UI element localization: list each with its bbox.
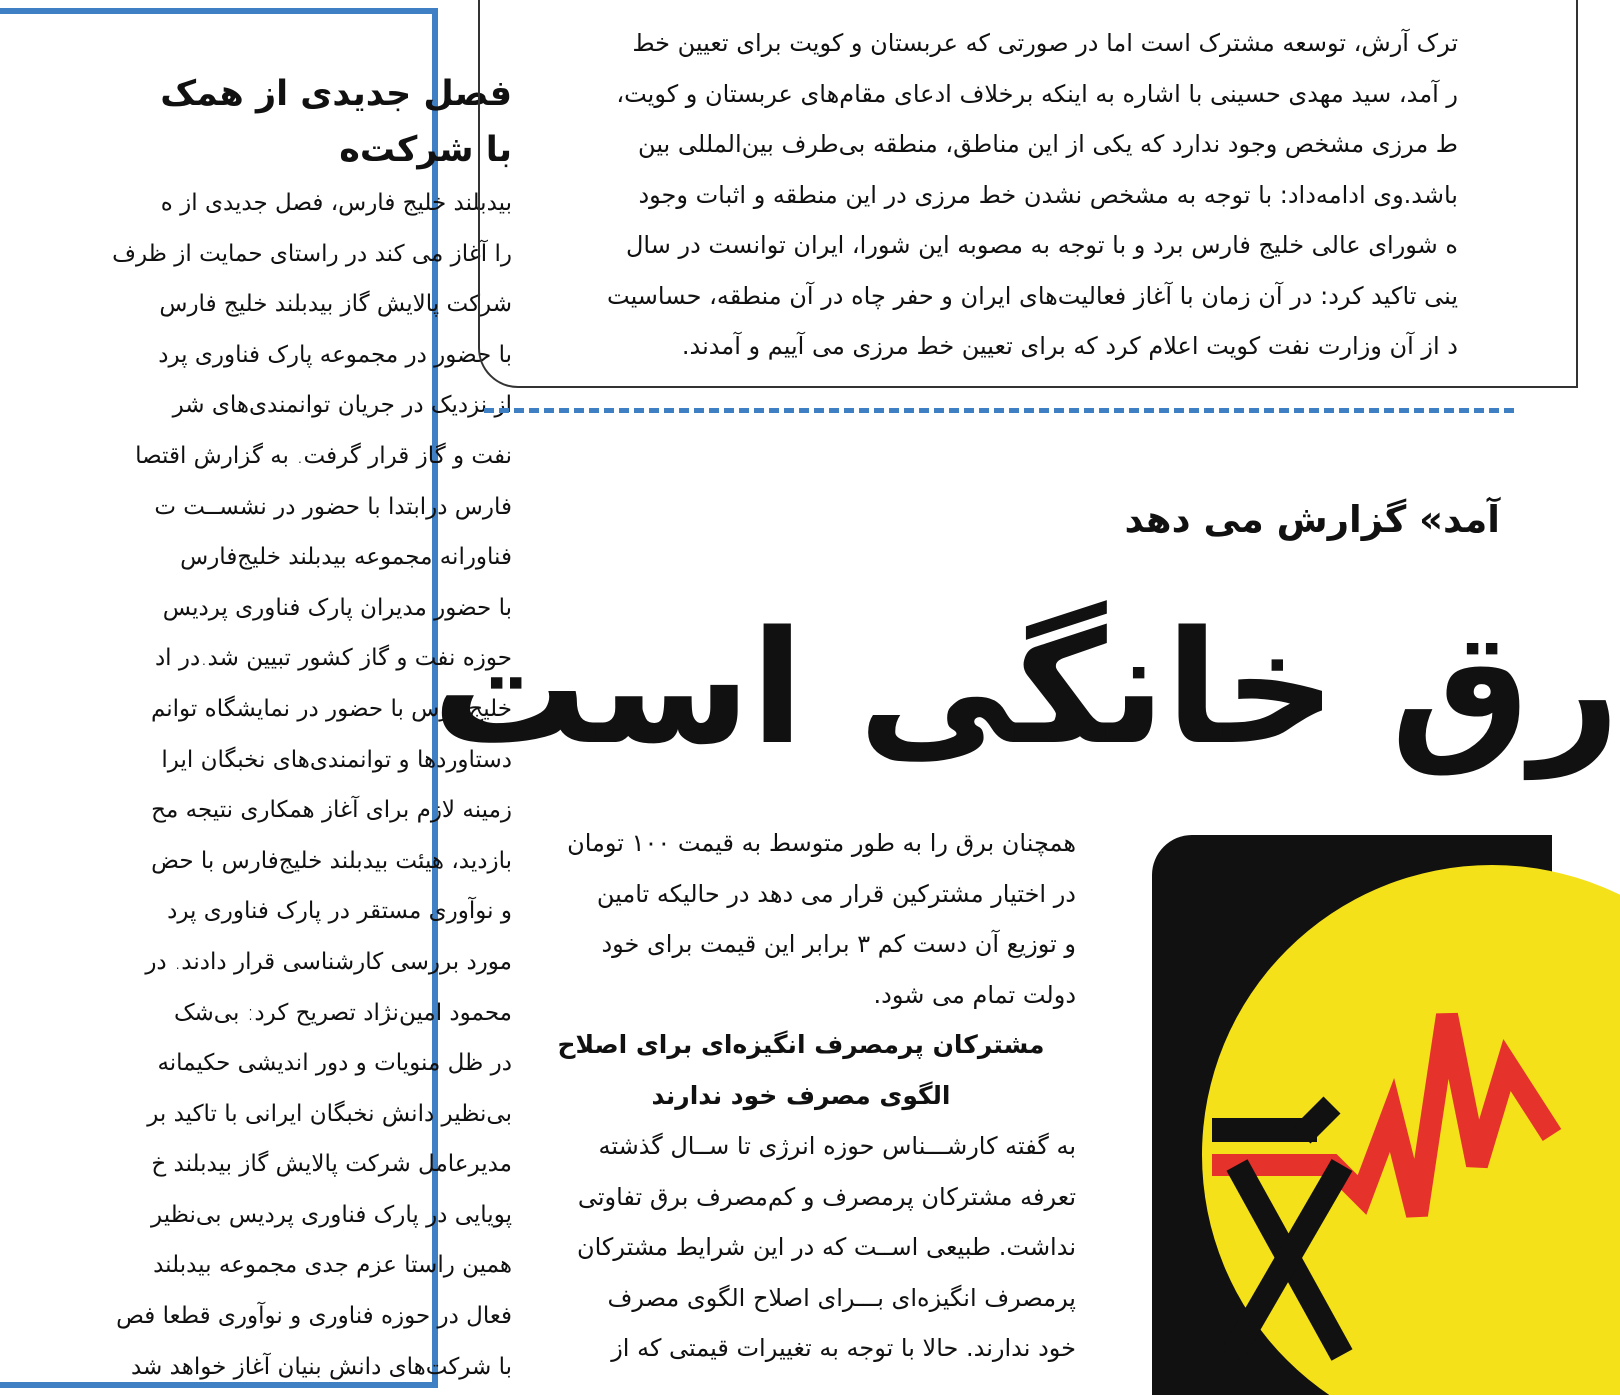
article-headline: رق خانگی است — [431, 597, 1620, 779]
main-article — [486, 818, 1076, 1374]
article-intro-line: دولت تمام می شود. — [873, 980, 1076, 1009]
side-news-title-line-2: با شرکت‌ه — [339, 130, 512, 170]
side-news-line: با شرکت‌های دانش بنیان آغاز خواهد شد — [130, 1353, 512, 1380]
side-news-title-line-1: فصل جدیدی از همک — [160, 74, 512, 114]
top-article-line: باشد.وی ادامه‌داد: با توجه به مشخص نشدن خط مرزی در این منطقه و اثبات وجود — [638, 180, 1458, 209]
side-news-line: مورد بررسی کارشناسی قرار دادند. در — [145, 948, 512, 975]
power-logo-icon — [1152, 835, 1552, 1395]
article-body-line: پرمصرف انگیزه‌ای بـــرای اصلاح الگوی مصرف — [607, 1283, 1076, 1312]
side-news-box — [0, 8, 512, 1388]
top-article-box — [478, 0, 1578, 388]
top-article-line: ترک آرش، توسعه مشترک است اما در صورتی که عربستان و کویت برای تعیین خط — [632, 29, 1458, 57]
article-subheading-line: الگوی مصرف خود ندارند — [651, 1080, 951, 1110]
side-news-line: از نزدیک در جریان توانمندی‌های شر — [172, 392, 512, 419]
side-news-line: و نوآوری مستقر در پارک فناوری پرد — [167, 898, 512, 925]
article-subheading-line: مشترکان پرمصرف انگیزه‌ای برای اصلاح — [557, 1030, 1045, 1059]
article-intro-line: در اختیار مشترکین قرار می دهد در حالیکه تامین — [596, 879, 1076, 908]
top-article-line: ه شورای عالی خلیج فارس برد و با توجه به مصوبه این شورا، ایران توانست در سال — [625, 231, 1458, 259]
article-intro-line: و توزیع آن دست کم ۳ برابر این قیمت برای خود — [601, 930, 1076, 958]
side-news-line: بیدبلند خلیج فارس، فصل جدیدی از ه — [160, 190, 512, 216]
section-divider — [484, 408, 1514, 414]
side-news-title — [12, 14, 512, 178]
side-news-line: دستاوردها و توانمندی‌های نخبگان ایرا — [161, 746, 512, 773]
side-news-line: در ظل منویات و دور اندیشی حکیمانه — [157, 1050, 512, 1077]
top-article-line: ر آمد، سید مهدی حسینی با اشاره به اینکه برخلاف ادعای مقام‌های عربستان و کویت، — [616, 79, 1458, 108]
side-news-line: با حضور در مجموعه پارک فناوری پرد — [158, 341, 512, 368]
side-news-line: حوزه نفت و گاز کشور تبیین شد.در اد — [154, 645, 512, 672]
side-news-line: شرکت پالایش گاز بیدبلند خلیج فارس — [159, 291, 512, 318]
article-body-line: تعرفه مشترکان پرمصرف و کم‌مصرف برق تفاوتی — [577, 1182, 1076, 1211]
side-news-line: را آغاز می کند در راستای حمایت از ظرف — [112, 240, 512, 267]
side-news-line: فارس درابتدا با حضور در نشســت ت — [154, 493, 512, 520]
side-news-line: بازدید، هیئت بیدبلند خلیج‌فارس با حض — [151, 847, 512, 874]
top-article-line: ینی تاکید کرد: در آن زمان با آغاز فعالیت‌های ایران و حفر چاه در آن منطقه، حساسیت — [607, 281, 1458, 310]
article-kicker: آمد» گزارش می دهد — [1124, 498, 1500, 541]
article-body-line: نداشت. طبیعی اســت که در این شرایط مشترکان — [576, 1233, 1076, 1261]
side-news-line: زمینه لازم برای آغاز همکاری نتیجه مح — [151, 797, 512, 824]
side-news-line: خلیج‌فارس با حضور در نمایشگاه توانم — [150, 695, 512, 722]
side-news-line: فناورانه مجموعه بیدبلند خلیج‌فارس — [180, 544, 512, 571]
side-news-line: با حضور مدیران پارک فناوری پردیس — [162, 594, 512, 621]
article-body-line: خود ندارند. حالا با توجه به تغییرات قیمتی که از — [611, 1334, 1076, 1362]
power-company-logo-image — [1152, 835, 1552, 1395]
side-news-line: پویایی در پارک فناوری پردیس بی‌نظیر — [151, 1201, 512, 1228]
side-news-line: محمود امین‌نژاد تصریح کرد: بی‌شک — [173, 999, 512, 1026]
side-news-line: همین راستا عزم جدی مجموعه بیدبلند — [153, 1252, 512, 1279]
side-news-line: بی‌نظیر دانش نخبگان ایرانی با تاکید بر — [147, 1100, 512, 1127]
top-article-line: ط مرزی مشخص وجود ندارد که یکی از این مناطق، منطقه بی‌طرف بین‌المللی بین — [638, 130, 1458, 158]
article-body-line: به گفته کارشـــناس حوزه انرژی تا ســال گذشته — [598, 1132, 1076, 1160]
side-news-line: فعال در حوزه فناوری و نوآوری قطعا فص — [116, 1303, 512, 1330]
side-news-line: نفت و گاز قرار گرفت. به گزارش اقتصا — [135, 442, 512, 469]
side-news-line: مدیرعامل شرکت پالایش گاز بیدبلند خ — [151, 1151, 512, 1178]
top-article-line: د از آن وزارت نفت کویت اعلام کرد که برای تعیین خط مرزی می آییم و آمدند. — [681, 332, 1458, 360]
article-intro-line: همچنان برق را به طور متوسط به قیمت ۱۰۰ تومان — [567, 829, 1076, 857]
